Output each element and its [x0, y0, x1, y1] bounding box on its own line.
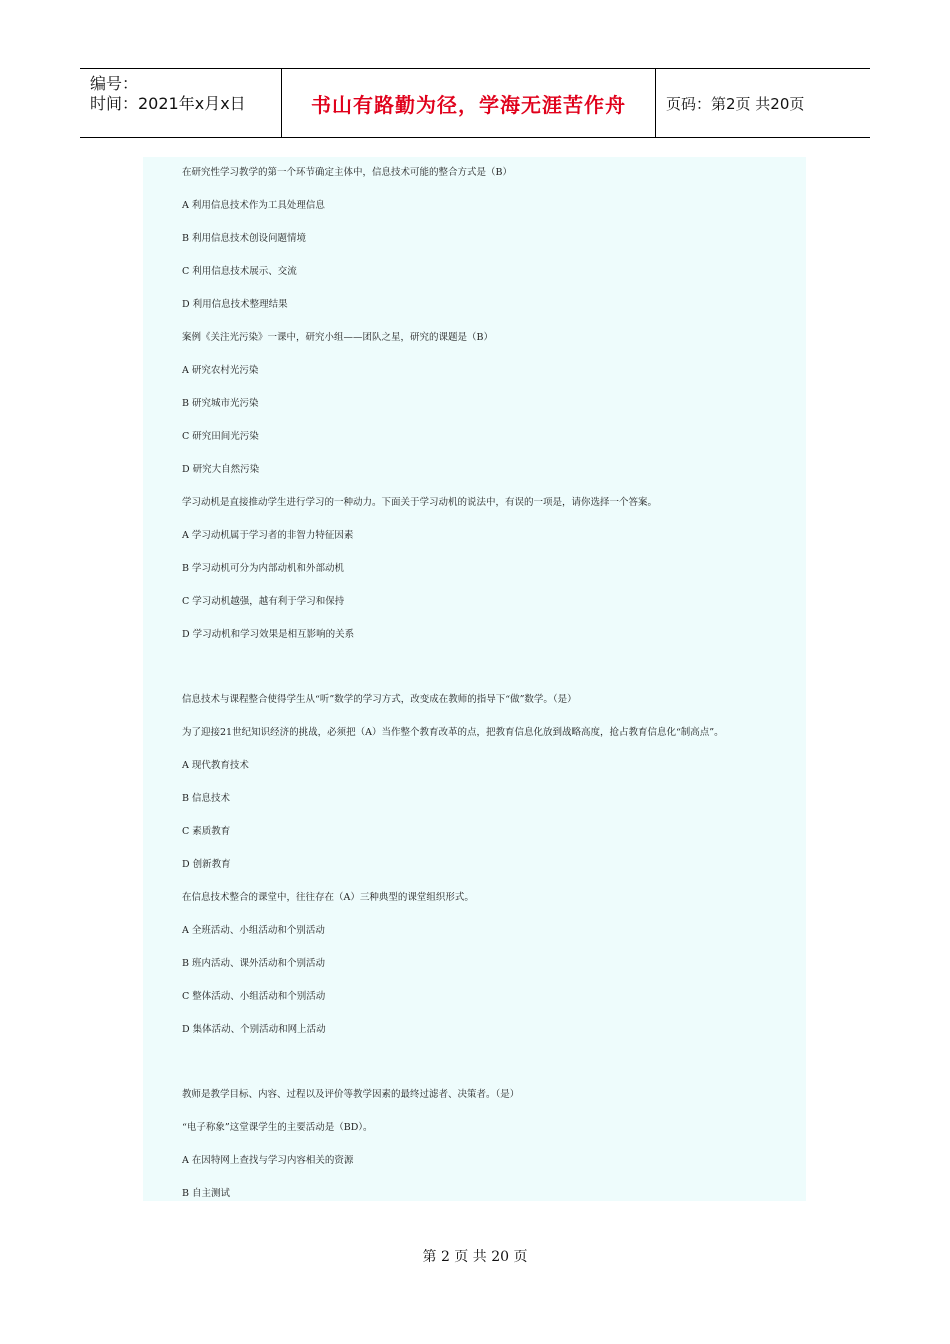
document-date: 时间：2021年x月x日	[90, 94, 246, 113]
header-page-code: 页码：第2页 共20页	[666, 94, 805, 113]
document-number-label: 编号：	[90, 74, 139, 93]
answer-option: A 全班活动、小组活动和个别活动	[182, 925, 325, 936]
answer-option: C 学习动机越强，越有利于学习和保持	[182, 596, 345, 607]
page-footer: 第 2 页 共 20 页	[422, 1249, 528, 1265]
answer-option: B 研究城市光污染	[182, 398, 259, 409]
answer-option: B 利用信息技术创设问题情境	[182, 233, 307, 244]
header-motto: 书山有路勤为径，学海无涯苦作舟	[311, 92, 626, 117]
answer-option: A 利用信息技术作为工具处理信息	[182, 200, 325, 211]
answer-option: D 利用信息技术整理结果	[182, 299, 288, 310]
answer-option: A 学习动机属于学习者的非智力特征因素	[182, 530, 354, 541]
question-text: “电子称象”这堂课学生的主要活动是（BD）。	[182, 1122, 373, 1133]
answer-option: A 研究农村光污染	[182, 365, 259, 376]
header-meta-cell	[80, 69, 281, 137]
answer-option: D 集体活动、个别活动和网上活动	[182, 1024, 326, 1035]
question-text: 教师是教学目标、内容、过程以及评价等教学因素的最终过滤者、决策者。（是）	[182, 1089, 520, 1100]
question-text: 在信息技术整合的课堂中，往往存在（A）三种典型的课堂组织形式。	[182, 892, 474, 903]
answer-option: C 整体活动、小组活动和个别活动	[182, 991, 326, 1002]
document-body	[143, 157, 806, 1201]
answer-option: B 学习动机可分为内部动机和外部动机	[182, 563, 345, 574]
question-text: 在研究性学习教学的第一个环节确定主体中，信息技术可能的整合方式是（B）	[182, 167, 512, 178]
header-page-cell	[656, 69, 870, 137]
question-text: 为了迎接21世纪知识经济的挑战，必须把（A）当作整个教育改革的点，把教育信息化放到战略高度，抢占教育信息化“制高点”。	[182, 727, 724, 738]
answer-option: C 素质教育	[182, 826, 231, 837]
answer-option: D 研究大自然污染	[182, 464, 260, 475]
answer-option: C 利用信息技术展示、交流	[182, 266, 297, 277]
answer-option: B 信息技术	[182, 793, 231, 804]
answer-option: A 现代教育技术	[182, 760, 249, 771]
question-text: 案例《关注光污染》一课中，研究小组——团队之星，研究的课题是（B）	[182, 332, 493, 343]
answer-option: B 班内活动、课外活动和个别活动	[182, 958, 326, 969]
answer-option: C 研究田间光污染	[182, 431, 259, 442]
header-motto-cell	[281, 69, 656, 137]
answer-option: A 在因特网上查找与学习内容相关的资源	[182, 1155, 354, 1166]
question-text: 学习动机是直接推动学生进行学习的一种动力。下面关于学习动机的说法中，有误的一项是，请你选择一个答案。	[182, 497, 658, 508]
answer-option: D 学习动机和学习效果是相互影响的关系	[182, 629, 355, 640]
page-header	[80, 68, 870, 138]
question-text: 信息技术与课程整合使得学生从“听”数学的学习方式，改变成在教师的指导下“做”数学。（是）	[182, 694, 577, 705]
answer-option: B 自主测试	[182, 1188, 231, 1199]
answer-option: D 创新教育	[182, 859, 231, 870]
